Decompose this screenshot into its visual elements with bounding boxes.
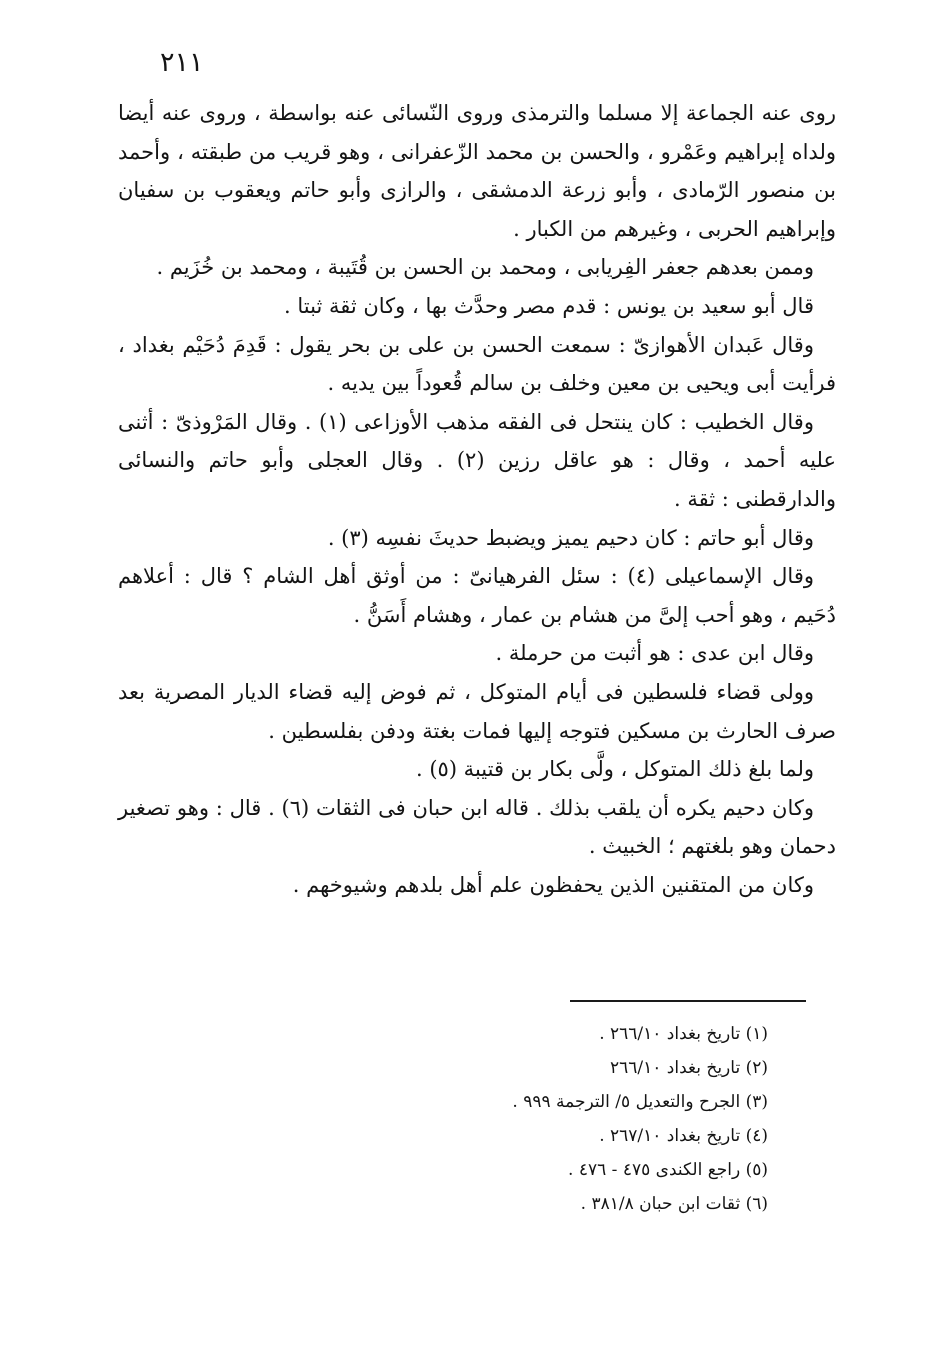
footnotes: [308, 1017, 768, 1221]
paragraph-3: قال أبو سعيد بن يونس : قدم مصر وحدَّث بها ، وكان ثقة ثبتا .: [284, 293, 814, 318]
footnote-2: (٢) تاريخ بغداد ٢٦٦/١٠: [610, 1058, 768, 1078]
footnote-5: (٥) راجع الكندى ٤٧٥ - ٤٧٦ .: [568, 1160, 768, 1180]
footnote-divider: [570, 1000, 806, 1002]
body-text: [118, 94, 836, 904]
paragraph-1: روى عنه الجماعة إلا مسلما والترمذى وروى النّسائى عنه بواسطة ، وروى عنه أيضا ولداه إبراهيم وعَمْرو ، والحسن بن محمد الزّعفرانى ، وهو قريب من طبقته ، وأحمد بن منصور الرّمادى ، وأبو زرعة الدمشقى ، والرازى وأبو حاتم ويعقوب بن سفيان وإبراهيم الحربى ، وغيرهم من الكبار .: [118, 101, 836, 241]
paragraph-9: وولى قضاء فلسطين فى أيام المتوكل ، ثم فوض إليه قضاء الديار المصرية بعد صرف الحارث بن مسكين فتوجه إليها فمات بغتة ودفن بفلسطين .: [118, 679, 836, 743]
paragraph-8: وقال ابن عدى : هو أثبت من حرملة .: [495, 641, 814, 666]
footnote-6: (٦) ثقات ابن حبان ٣٨١/٨ .: [580, 1194, 768, 1214]
paragraph-2: وممن بعدهم جعفر الفِريابى ، ومحمد بن الحسن بن قُتَيبة ، ومحمد بن خُزَيم .: [156, 255, 814, 280]
paragraph-10: ولما بلغ ذلك المتوكل ، ولَّى بكار بن قتيبة (٥) .: [415, 757, 814, 782]
footnote-1: (١) تاريخ بغداد ٢٦٦/١٠ .: [599, 1024, 768, 1044]
footnote-4: (٤) تاريخ بغداد ٢٦٧/١٠ .: [599, 1126, 768, 1146]
paragraph-11: وكان دحيم يكره أن يلقب بذلك . قاله ابن حبان فى الثقات (٦) . قال : وهو تصغير دحمان وهو بلغتهم ؛ الخبيث .: [118, 795, 836, 859]
paragraph-12: وكان من المتقنين الذين يحفظون علم أهل بلدهم وشيوخهم .: [292, 872, 814, 897]
paragraph-4: وقال عَبدان الأهوازىّ : سمعت الحسن بن على بن بحر يقول : قَدِمَ دُحَيْم بغداد ، فرأيت أبى ويحيى بن معين وخلف بن سالم قُعوداً بين يديه .: [118, 332, 836, 396]
page-number: ٢١١: [160, 47, 204, 78]
paragraph-7: وقال الإسماعيلى (٤) : سئل الفرهيانىّ : من أوثق أهل الشام ؟ قال : أعلاهم دُحَيم ، وهو أحب إلىَّ من هشام بن عمار ، وهشام أَسَنُّ .: [118, 564, 836, 627]
footnote-3: (٣) الجرح والتعديل ٥/ الترجمة ٩٩٩ .: [512, 1092, 768, 1112]
paragraph-5: وقال الخطيب : كان ينتحل فى الفقه مذهب الأوزاعى (١) . وقال المَرْوذىّ : أثنى عليه أحمد ، وقال : هو عاقل رزين (٢) . وقال العجلى وأبو حاتم والنسائى والدارقطنى : ثقة .: [118, 409, 836, 511]
paragraph-6: وقال أبو حاتم : كان دحيم يميز ويضبط حديثَ نفسِه (٣) .: [327, 525, 814, 550]
